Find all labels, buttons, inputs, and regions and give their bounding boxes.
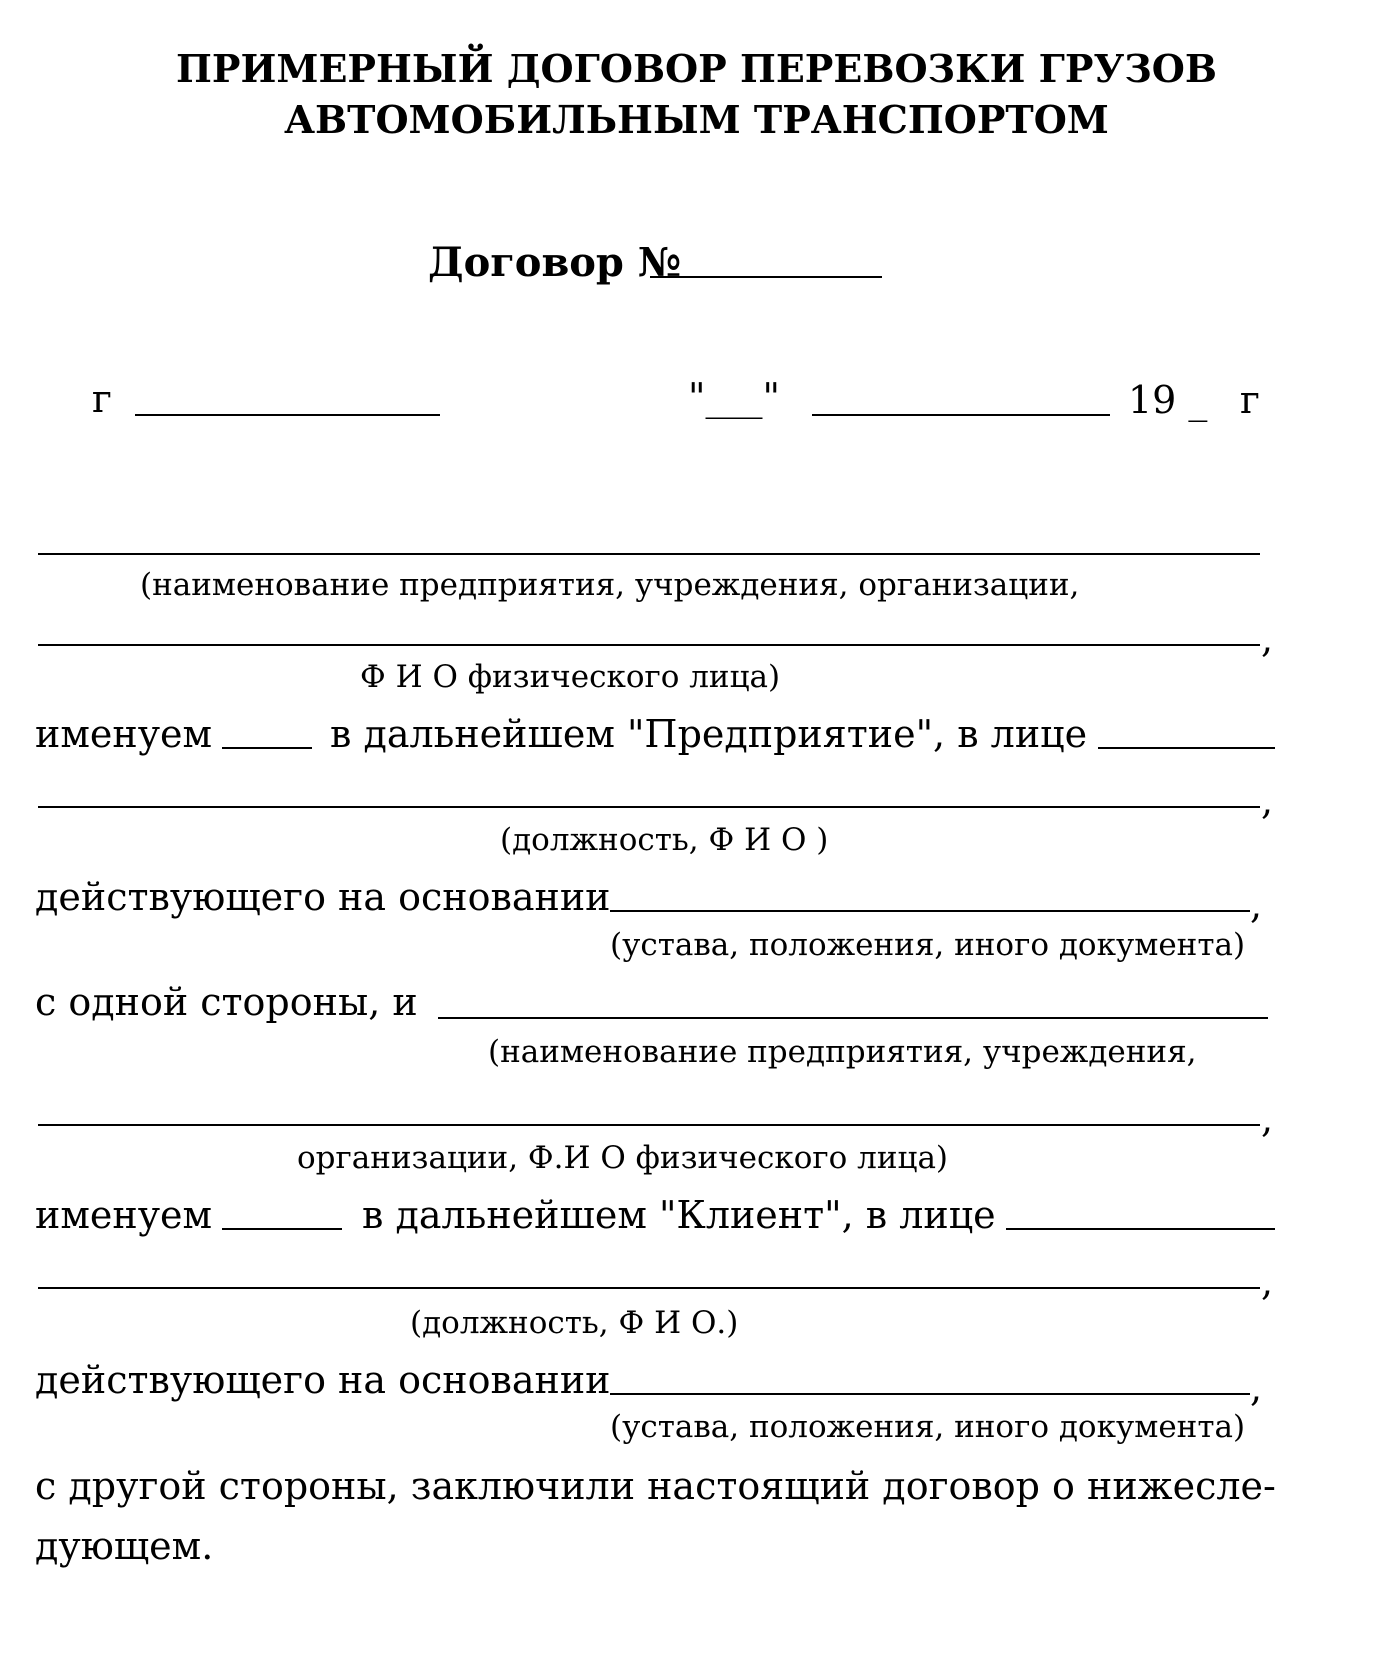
party2-basis-blank[interactable]	[610, 1393, 1250, 1395]
party1-named-suffix-blank[interactable]	[222, 747, 312, 749]
party2-named-text: именуем	[35, 1193, 213, 1237]
party2-acting-basis: действующего на основании	[35, 1358, 611, 1402]
party1-representative-blank[interactable]	[1098, 747, 1275, 749]
party1-position-blank[interactable]	[38, 806, 1260, 808]
party1-position-caption: (должность, Ф И О )	[500, 822, 829, 858]
city-prefix: г	[92, 377, 112, 421]
party1-basis-caption: (устава, положения, иного документа)	[610, 927, 1246, 963]
party1-acting-basis: действующего на основании	[35, 875, 611, 919]
party2-representative-blank[interactable]	[1006, 1228, 1275, 1230]
party1-name-blank-1[interactable]	[38, 553, 1260, 555]
closing-line-1: с другой стороны, заключили настоящий договор о нижесле-	[35, 1464, 1276, 1508]
city-blank[interactable]	[135, 414, 440, 416]
contract-number-label: Договор №	[428, 239, 682, 286]
month-blank[interactable]	[812, 414, 1110, 416]
party2-named-as: в дальнейшем "Клиент", в лице	[362, 1193, 996, 1237]
year-suffix: г	[1240, 378, 1260, 422]
party2-intro: с одной стороны, и	[35, 980, 418, 1024]
year-label: 19 _	[1128, 378, 1208, 422]
party1-name-caption-1: (наименование предприятия, учреждения, организации,	[140, 567, 1080, 603]
contract-number-blank[interactable]	[650, 276, 882, 278]
party1-name-blank-2[interactable]	[38, 644, 1260, 646]
party2-position-caption: (должность, Ф И О.)	[410, 1305, 739, 1341]
party2-name-caption-2: организации, Ф.И О физического лица)	[297, 1140, 949, 1176]
party1-named-text: именуем	[35, 712, 213, 756]
closing-line-2: дующем.	[35, 1524, 214, 1568]
party2-position-blank[interactable]	[38, 1287, 1260, 1289]
document-title-line-1: ПРИМЕРНЫЙ ДОГОВОР ПЕРЕВОЗКИ ГРУЗОВ	[176, 46, 1217, 91]
comma: ,	[1261, 617, 1274, 661]
party2-name-blank-2[interactable]	[38, 1124, 1260, 1126]
comma: ,	[1261, 779, 1274, 823]
comma: ,	[1261, 1260, 1274, 1304]
party2-named-suffix-blank[interactable]	[222, 1228, 342, 1230]
day-quotes: "___"	[688, 375, 780, 419]
comma: ,	[1250, 1366, 1263, 1410]
party2-name-blank-1[interactable]	[438, 1017, 1268, 1019]
party1-basis-blank[interactable]	[610, 910, 1250, 912]
party1-name-caption-2: Ф И О физического лица)	[360, 659, 781, 695]
party2-name-caption-1: (наименование предприятия, учреждения,	[488, 1034, 1197, 1070]
party1-named-as: в дальнейшем "Предприятие", в лице	[330, 712, 1088, 756]
party2-basis-caption: (устава, положения, иного документа)	[610, 1409, 1246, 1445]
comma: ,	[1261, 1097, 1274, 1141]
comma: ,	[1250, 883, 1263, 927]
document-title-line-2: АВТОМОБИЛЬНЫМ ТРАНСПОРТОМ	[284, 97, 1109, 142]
